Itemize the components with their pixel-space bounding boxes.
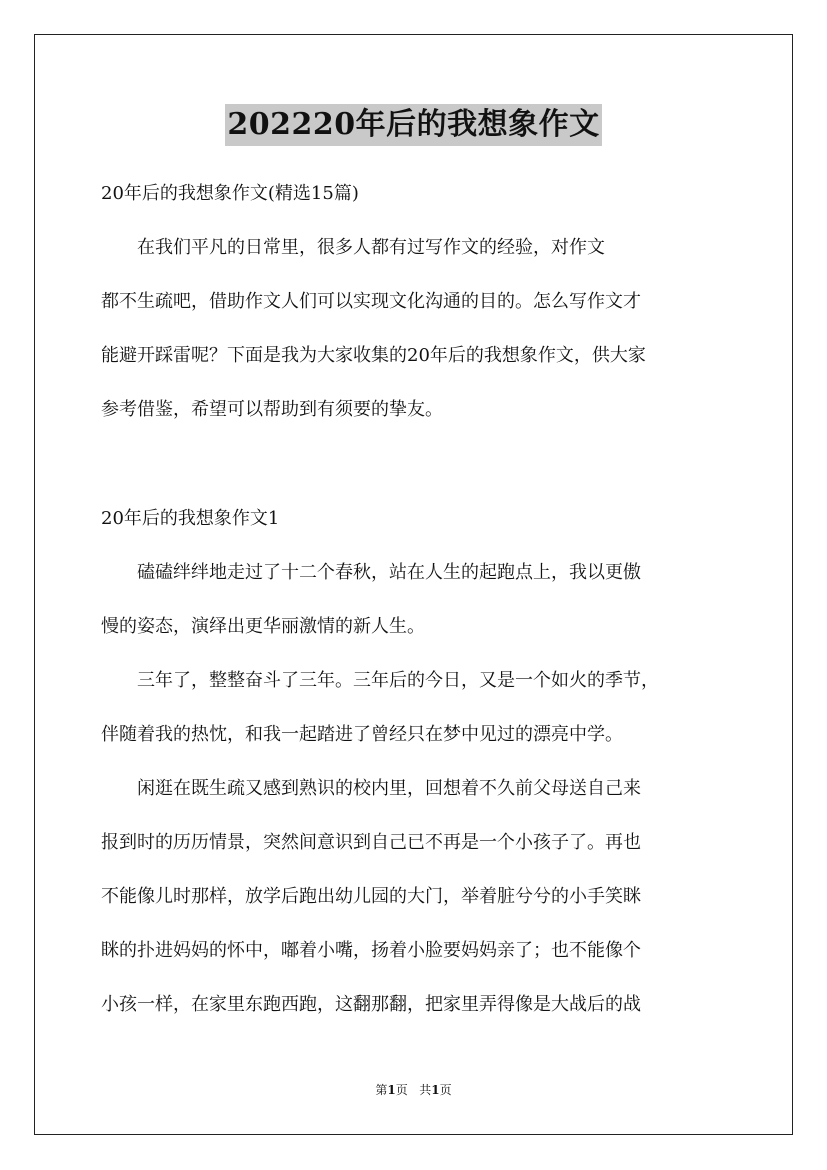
page-prefix: 第 bbox=[375, 1083, 388, 1097]
page-suffix: 页 bbox=[395, 1083, 408, 1097]
intro-line: 在我们平凡的日常里，很多人都有过写作文的经验，对作文 bbox=[101, 237, 605, 258]
total-prefix: 共 bbox=[419, 1083, 432, 1097]
body-line: 不能像儿时那样，放学后跑出幼儿园的大门，举着脏兮兮的小手笑眯 bbox=[101, 886, 641, 907]
intro-line: 都不生疏吧，借助作文人们可以实现文化沟通的目的。怎么写作文才 bbox=[101, 291, 641, 312]
document-subtitle: 20年后的我想象作文(精选15篇) bbox=[101, 183, 359, 204]
body-line: 闲逛在既生疏又感到熟识的校内里，回想着不久前父母送自己来 bbox=[101, 778, 641, 799]
page-total: 1 bbox=[431, 1083, 440, 1097]
document-title: 202220年后的我想象作文 bbox=[225, 104, 601, 146]
body-line: 磕磕绊绊地走过了十二个春秋，站在人生的起跑点上，我以更傲 bbox=[101, 562, 641, 583]
body-line: 慢的姿态，演绎出更华丽激情的新人生。 bbox=[101, 616, 425, 637]
total-suffix: 页 bbox=[439, 1083, 452, 1097]
page-footer bbox=[0, 1082, 827, 1098]
body-line: 小孩一样，在家里东跑西跑，这翻那翻，把家里弄得像是大战后的战 bbox=[101, 994, 641, 1015]
intro-line: 参考借鉴，希望可以帮助到有须要的挚友。 bbox=[101, 399, 443, 420]
section-heading: 20年后的我想象作文1 bbox=[101, 508, 280, 529]
body-line: 眯的扑进妈妈的怀中，嘟着小嘴，扬着小脸要妈妈亲了；也不能像个 bbox=[101, 940, 641, 961]
body-line: 三年了，整整奋斗了三年。三年后的今日，又是一个如火的季节， bbox=[101, 670, 659, 691]
body-line: 报到时的历历情景，突然间意识到自己已不再是一个小孩子了。再也 bbox=[101, 832, 641, 853]
body-line: 伴随着我的热忱，和我一起踏进了曾经只在梦中见过的漂亮中学。 bbox=[101, 724, 623, 745]
intro-line: 能避开踩雷呢？下面是我为大家收集的20年后的我想象作文，供大家 bbox=[101, 345, 646, 366]
page-number: 1 bbox=[387, 1083, 396, 1097]
title-container bbox=[0, 104, 827, 146]
